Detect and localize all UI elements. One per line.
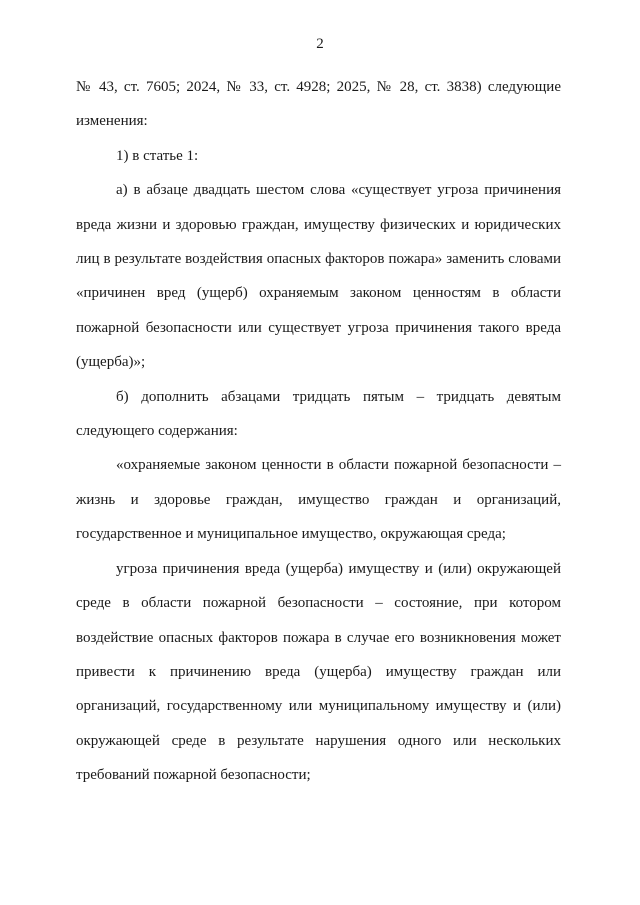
- paragraph-item-b: б) дополнить абзацами тридцать пятым – тридцать девятым следующего содержания:: [76, 388, 561, 440]
- paragraph-article-1: 1) в статье 1:: [116, 147, 199, 164]
- document-body: [76, 70, 561, 793]
- paragraph-item-a: а) в абзаце двадцать шестом слова «существует угроза причинения вреда жизни и здоровью граждан, имуществу физических и юридических лиц в результате воздействия опасных факторов пожара» заменить словами «причинен вред (ущерб) охраняемым законом ценностям в области пожарной безопасности или существует угроза причинения такого вреда (ущерба)»;: [76, 182, 561, 371]
- paragraph-intro-continuation: № 43, ст. 7605; 2024, № 33, ст. 4928; 2025, № 28, ст. 3838) следующие изменения:: [76, 79, 561, 130]
- paragraph-protected-values-definition: «охраняемые законом ценности в области пожарной безопасности – жизнь и здоровье граждан, имущество граждан и организаций, государственное и муниципальное имущество, окружающая среда;: [76, 457, 561, 543]
- page-number: 2: [316, 36, 324, 52]
- paragraph-threat-definition: угроза причинения вреда (ущерба) имуществу и (или) окружающей среде в области пожарной безопасности – состояние, при котором воздействие опасных факторов пожара в случае его возникновения может привести к причинению вреда (ущерба) имуществу граждан или организаций, государственному или муниципальному имуществу и (или) окружающей среде в результате нарушения одного или нескольких требований пожарной безопасности;: [76, 560, 561, 784]
